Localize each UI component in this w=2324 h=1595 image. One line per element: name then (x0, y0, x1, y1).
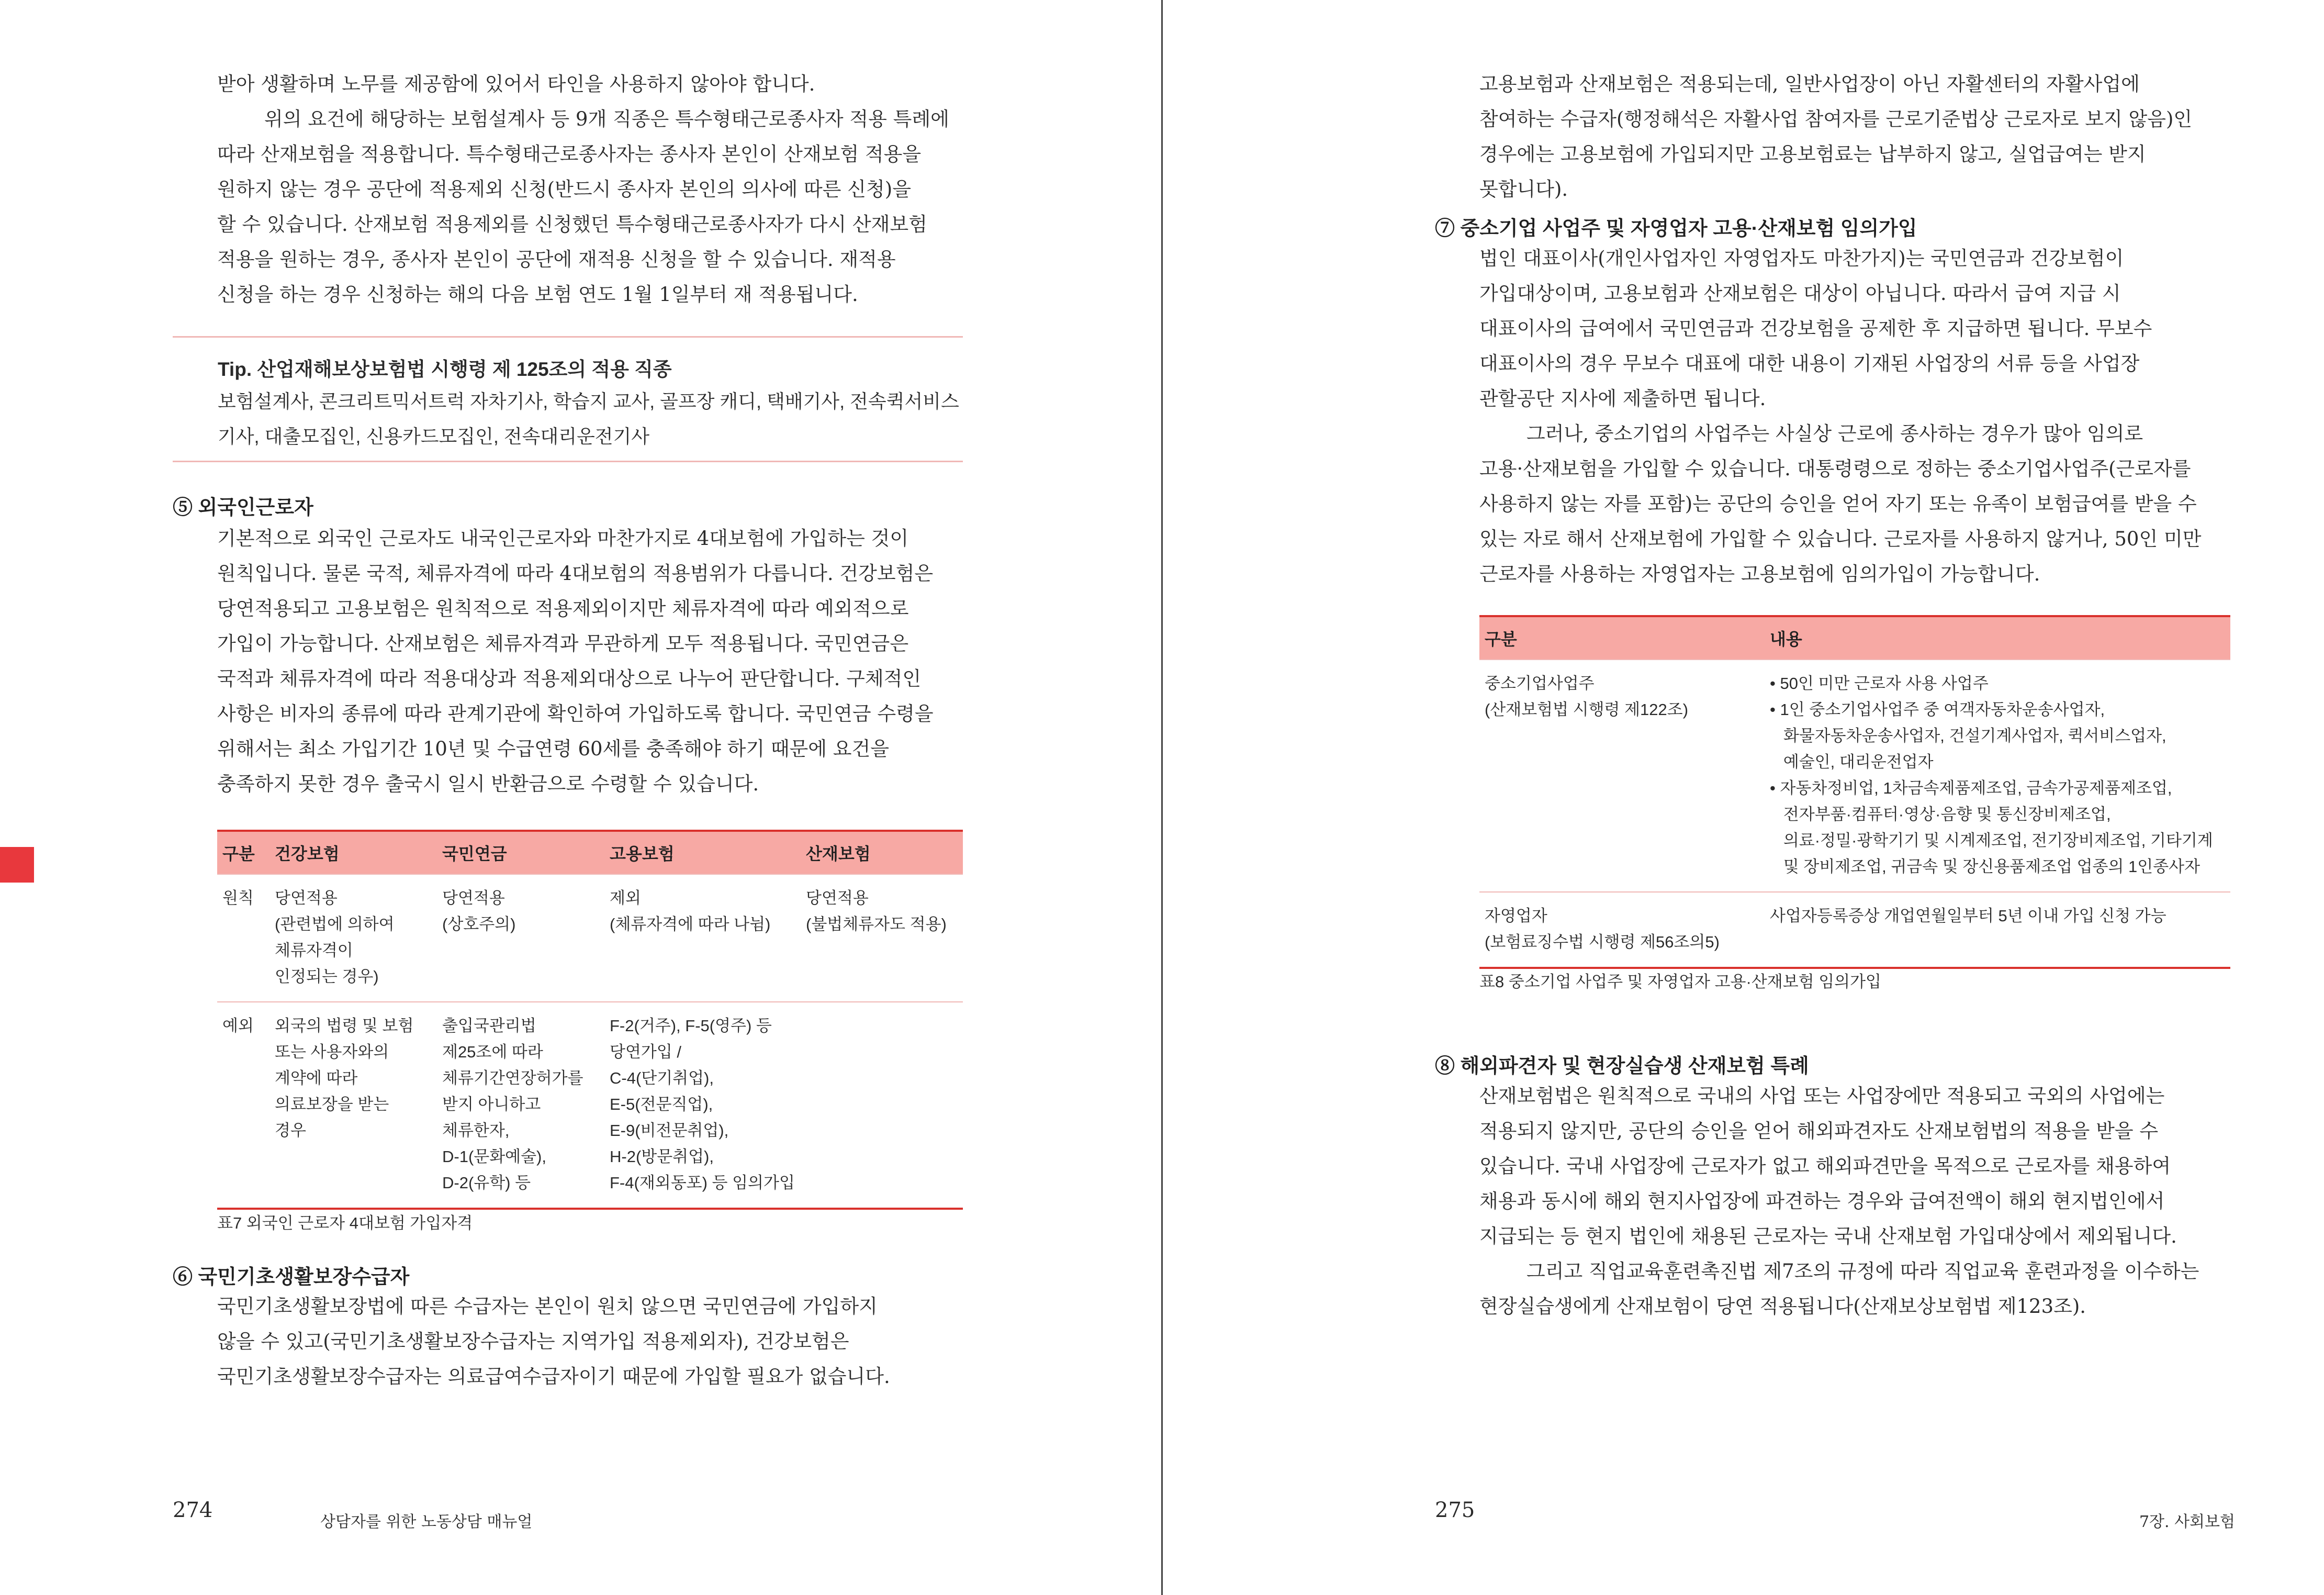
header-cell: 내용 (1765, 616, 2230, 660)
table-cell (437, 1002, 604, 1209)
cell-line: 사업자등록증상 개업연월일부터 5년 이내 가입 신청 가능 (1770, 907, 2166, 925)
text-line: 경우에는 고용보험에 가입되지만 고용보험료는 납부하지 않고, 실업급여는 받지 (1479, 143, 2146, 165)
cell-line: 당연가입 / (610, 1043, 682, 1061)
text-line: 대표이사의 경우 무보수 대표에 대한 내용이 기재된 사업장의 서류 등을 사업장 (1479, 352, 2140, 375)
table-cell (270, 1002, 437, 1209)
text-line: 위해서는 최소 가입기간 10년 및 수급연령 60세를 충족해야 하기 때문에 요건을 (217, 738, 890, 760)
text-line: 않을 수 있고(국민기초생활보장수급자는 지역가입 적용제외자), 건강보험은 (217, 1330, 849, 1353)
text-line: 적용을 원하는 경우, 종사자 본인이 공단에 재적용 신청을 할 수 있습니다. 재적용 (217, 248, 896, 271)
cell-line: E-5(전문직업), (610, 1095, 713, 1113)
section-5-heading: ⑤ 외국인근로자 (173, 497, 313, 519)
chapter-thumb-tab (0, 847, 34, 883)
table-cell (1479, 660, 1765, 892)
text-line: 국적과 체류자격에 따라 적용대상과 적용제외대상으로 나누어 판단합니다. 구체적인 (217, 667, 922, 690)
text-line: 그러나, 중소기업의 사업주는 사실상 근로에 종사하는 경우가 많아 임의로 (1526, 422, 2143, 445)
cell-line: 전자부품·컴퓨터·영상·음향 및 통신장비제조업, (1770, 805, 2111, 823)
table-row (217, 874, 963, 1002)
table-cell (1765, 892, 2230, 968)
cell-line: 또는 사용자와의 (275, 1043, 389, 1061)
cell-line: 예술인, 대리운전업자 (1770, 753, 1934, 771)
table-7 (217, 830, 963, 1210)
cell-line: 예외 (222, 1017, 254, 1035)
table-cell (604, 874, 801, 1002)
header-cell: 고용보험 (604, 831, 801, 874)
text-line: 못합니다). (1479, 178, 1568, 200)
text-line: 국민기초생활보장법에 따른 수급자는 본인이 원치 않으면 국민연금에 가입하지 (217, 1295, 878, 1318)
text-line: 현장실습생에게 산재보험이 당연 적용됩니다(산재보상보험법 제123조). (1479, 1295, 2086, 1318)
cell-line: E-9(비전문취업), (610, 1121, 729, 1140)
header-cell: 산재보험 (801, 831, 963, 874)
text-line: 사항은 비자의 종류에 따라 관계기관에 확인하여 가입하도록 합니다. 국민연금 수령을 (217, 702, 934, 725)
cell-line: 체류기간연장허가를 (442, 1069, 583, 1087)
header-cell: 구분 (1479, 616, 1765, 660)
table-7-caption: 표7 외국인 근로자 4대보험 가입자격 (217, 1214, 473, 1232)
cell-line: C-4(단기취업), (610, 1069, 714, 1087)
header-cell: 구분 (217, 831, 270, 874)
cell-line: 당연적용 (275, 889, 338, 907)
intro-paragraph (217, 66, 949, 312)
page-number: 275 (1435, 1498, 1475, 1522)
text-line: 할 수 있습니다. 산재보험 적용제외를 신청했던 특수형태근로종사자가 다시 산재보험 (217, 213, 927, 236)
text-line: 관할공단 지사에 제출하면 됩니다. (1479, 387, 1766, 410)
text-line: 고용보험과 산재보험은 적용되는데, 일반사업장이 아닌 자활센터의 자활사업에 (1479, 73, 2140, 95)
header-cell: 건강보험 (270, 831, 437, 874)
cell-line: 당연적용 (442, 889, 505, 907)
text-line: 기사, 대출모집인, 신용카드모집인, 전속대리운전기사 (218, 426, 650, 447)
table-header-row (1479, 616, 2230, 660)
text-line: 고용·산재보험을 가입할 수 있습니다. 대통령령으로 정하는 중소기업사업주(근로자를 (1479, 458, 2191, 480)
text-line: 있습니다. 국내 사업장에 근로자가 없고 해외파견만을 목적으로 근로자를 채용하여 (1479, 1155, 2171, 1177)
cell-line: 제25조에 따라 (442, 1043, 543, 1061)
cell-line: F-4(재외동포) 등 임의가입 (610, 1174, 795, 1192)
section-6-body (217, 1289, 890, 1394)
text-line: 국민기초생활보장수급자는 의료급여수급자이기 때문에 가입할 필요가 없습니다. (217, 1365, 890, 1388)
table-cell (217, 874, 270, 1002)
cell-line: D-2(유학) 등 (442, 1174, 531, 1192)
cell-line: 의료보장을 받는 (275, 1095, 389, 1113)
cell-line: • 50인 미만 근로자 사용 사업주 (1770, 674, 1989, 693)
cell-line: (체류자격에 따라 나뉨) (610, 915, 771, 933)
table-cell (1765, 660, 2230, 892)
right-page (1163, 0, 2324, 1595)
cell-line: 출입국관리법 (442, 1017, 536, 1035)
text-line: 대표이사의 급여에서 국민연금과 건강보험을 공제한 후 지급하면 됩니다. 무보수 (1479, 317, 2152, 340)
cell-line: 자영업자 (1485, 907, 1547, 925)
section-6-heading: ⑥ 국민기초생활보장수급자 (173, 1266, 410, 1288)
cell-line: 중소기업사업주 (1485, 674, 1595, 693)
table-cell (217, 1002, 270, 1209)
text-line: 산재보험법은 원칙적으로 국내의 사업 또는 사업장에만 적용되고 국외의 사업에는 (1479, 1085, 2165, 1107)
cell-line: (불법체류자도 적용) (806, 915, 947, 933)
section-8-body (1479, 1078, 2199, 1324)
cell-line: 제외 (610, 889, 641, 907)
table-row (217, 1002, 963, 1209)
table-row (1479, 660, 2230, 892)
text-line: 위의 요건에 해당하는 보험설계사 등 9개 직종은 특수형태근로종사자 적용 특례에 (264, 108, 949, 130)
text-line: 지급되는 등 현지 법인에 채용된 근로자는 국내 산재보험 가입대상에서 제외됩니다. (1479, 1225, 2177, 1247)
cell-line: 체류한자, (442, 1121, 510, 1140)
cell-line: F-2(거주), F-5(영주) 등 (610, 1017, 772, 1035)
cell-line: 받지 아니하고 (442, 1095, 541, 1113)
cell-line: 체류자격이 (275, 941, 353, 960)
text-line: 기본적으로 외국인 근로자도 내국인근로자와 마찬가지로 4대보험에 가입하는 것이 (217, 527, 909, 550)
table-header-row (217, 831, 963, 874)
text-line: 사용하지 않는 자를 포함)는 공단의 승인을 얻어 자기 또는 유족이 보험급여를 받을 수 (1479, 493, 2197, 515)
text-line: 보험설계사, 콘크리트믹서트럭 자차기사, 학습지 교사, 골프장 캐디, 택배기사, 전속퀵서비스 (218, 391, 959, 412)
text-line: 근로자를 사용하는 자영업자는 고용보험에 임의가입이 가능합니다. (1479, 563, 2040, 585)
cell-line: 원칙 (222, 889, 254, 907)
table-row (1479, 892, 2230, 968)
text-line: 받아 생활하며 노무를 제공함에 있어서 타인을 사용하지 않아야 합니다. (217, 73, 815, 95)
cell-line: H-2(방문취업), (610, 1147, 714, 1166)
cell-line: (상호주의) (442, 915, 516, 933)
text-line: 법인 대표이사(개인사업자인 자영업자도 마찬가지)는 국민연금과 건강보험이 (1479, 247, 2124, 270)
text-line: 가입대상이며, 고용보험과 산재보험은 대상이 아닙니다. 따라서 급여 지급 시 (1479, 282, 2121, 305)
cell-line: 인정되는 경우) (275, 967, 379, 986)
text-line: 있는 자로 해서 산재보험에 가입할 수 있습니다. 근로자를 사용하지 않거나, 50인 미만 (1479, 528, 2202, 550)
tip-box (173, 336, 963, 462)
running-title: 상담자를 위한 노동상담 매뉴얼 (320, 1513, 533, 1531)
cell-line: • 1인 중소기업사업주 중 여객자동차운송사업자, (1770, 700, 2105, 719)
text-line: 따라 산재보험을 적용합니다. 특수형태근로종사자는 종사자 본인이 산재보험 적용을 (217, 143, 922, 165)
text-line: 적용되지 않지만, 공단의 승인을 얻어 해외파견자도 산재보험법의 적용을 받을 수 (1479, 1120, 2159, 1142)
text-line: 원하지 않는 경우 공단에 적용제외 신청(반드시 종사자 본인의 의사에 따른 신청)을 (217, 178, 911, 200)
cell-line: 화물자동차운송사업자, 건설기계사업자, 퀵서비스업자, (1770, 727, 2166, 745)
cell-line: (보험료징수법 시행령 제56조의5) (1485, 933, 1720, 951)
text-line: 충족하지 못한 경우 출국시 일시 반환금으로 수령할 수 있습니다. (217, 773, 759, 795)
cell-line: 경우 (275, 1121, 306, 1140)
cell-line: (관련법에 의하여 (275, 915, 395, 933)
cell-line: (산재보험법 시행령 제122조) (1485, 700, 1689, 719)
table-cell (1479, 892, 1765, 968)
text-line: 그리고 직업교육훈련촉진법 제7조의 규정에 따라 직업교육 훈련과정을 이수하는 (1526, 1260, 2199, 1282)
section-7-body (1479, 241, 2201, 592)
table-8 (1479, 615, 2230, 969)
table-cell (801, 874, 963, 1002)
table-cell (437, 874, 604, 1002)
text-line: 가입이 가능합니다. 산재보험은 체류자격과 무관하게 모두 적용됩니다. 국민연금은 (217, 632, 909, 655)
text-line: 원칙입니다. 물론 국적, 체류자격에 따라 4대보험의 적용범위가 다릅니다. 건강보험은 (217, 562, 934, 585)
table-cell (801, 1002, 963, 1209)
cell-line: D-1(문화예술), (442, 1147, 546, 1166)
table-cell (604, 1002, 801, 1209)
text-line: 당연적용되고 고용보험은 원칙적으로 적용제외이지만 체류자격에 따라 예외적으로 (217, 597, 909, 620)
running-title: 7장. 사회보험 (2139, 1513, 2235, 1531)
cell-line: 외국의 법령 및 보험 (275, 1017, 414, 1035)
cell-line: • 자동차정비업, 1차금속제품제조업, 금속가공제품제조업, (1770, 779, 2172, 797)
cell-line: 의료·정밀·광학기기 및 시계제조업, 전기장비제조업, 기타기계 (1770, 831, 2213, 850)
table-8-caption: 표8 중소기업 사업주 및 자영업자 고용·산재보험 임의가입 (1479, 973, 1881, 991)
page-number: 274 (173, 1498, 213, 1522)
text-line: 신청을 하는 경우 신청하는 해의 다음 보험 연도 1월 1일부터 재 적용됩니다. (217, 283, 858, 306)
header-cell: 국민연금 (437, 831, 604, 874)
text-line: 참여하는 수급자(행정해석은 자활사업 참여자를 근로기준법상 근로자로 보지 않음)인 (1479, 108, 2193, 130)
continued-paragraph (1479, 66, 2192, 207)
tip-title: Tip. 산업재해보상보험법 시행령 제 125조의 적용 직종 (218, 359, 672, 380)
section-5-body (217, 521, 934, 801)
cell-line: 당연적용 (806, 889, 869, 907)
cell-line: 계약에 따라 (275, 1069, 358, 1087)
text-line: 채용과 동시에 해외 현지사업장에 파견하는 경우와 급여전액이 해외 현지법인에서 (1479, 1190, 2165, 1212)
cell-line: 및 장비제조업, 귀금속 및 장신용품제조업 업종의 1인종사자 (1770, 857, 2200, 876)
section-7-heading: ⑦ 중소기업 사업주 및 자영업자 고용·산재보험 임의가입 (1435, 218, 1917, 240)
tip-body (218, 384, 959, 454)
table-cell (270, 874, 437, 1002)
section-8-heading: ⑧ 해외파견자 및 현장실습생 산재보험 특례 (1435, 1055, 1809, 1077)
